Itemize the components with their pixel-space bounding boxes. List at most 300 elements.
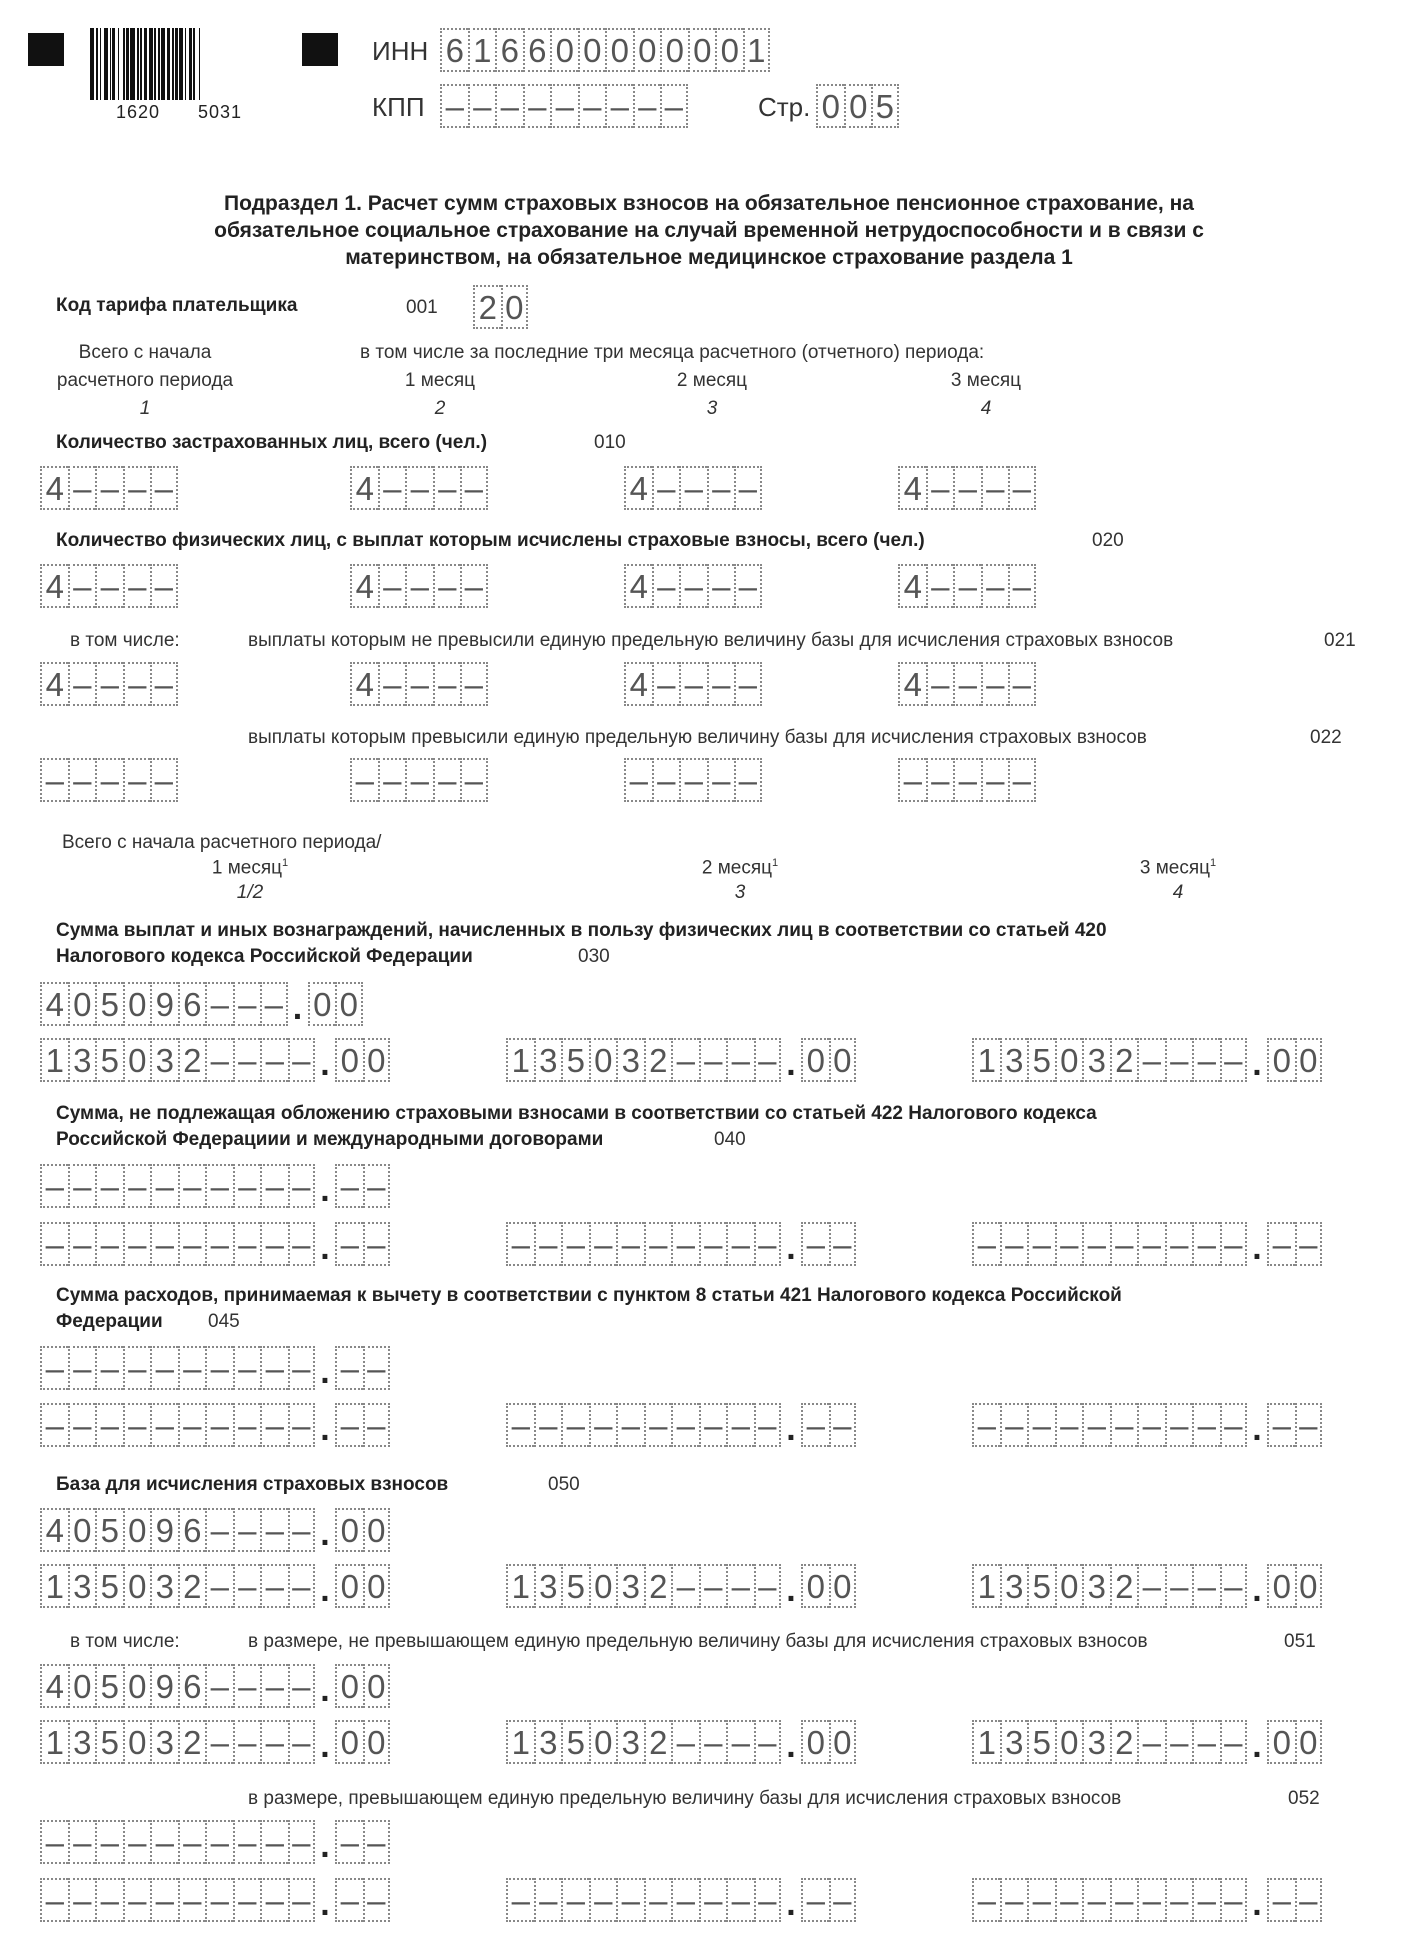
barcode-bar (200, 28, 203, 100)
line-045-total-field-integer-cell: – (150, 1346, 178, 1390)
line-050-month-2-field-integer-cell: – (754, 1564, 782, 1608)
line-030-month-2-field-integer-cell: – (726, 1038, 754, 1082)
line-050-month-1-field-fraction (335, 1564, 390, 1608)
line-045-total-field-integer-cell: – (95, 1346, 123, 1390)
line-021-month-2-field[interactable] (624, 662, 762, 706)
line-050-total-field-integer-cell: 0 (68, 1508, 96, 1552)
line-030-month-1-field-integer-cell: – (205, 1038, 233, 1082)
page-number-field[interactable] (816, 84, 899, 128)
line-030-month-3-field-fraction (1267, 1038, 1322, 1082)
line-021-month-3-field-cell: – (926, 662, 954, 706)
line-022-month-2-field[interactable] (624, 758, 762, 802)
line-045-month-2-field[interactable] (506, 1403, 856, 1447)
line-040-month-1-field-fraction (335, 1222, 390, 1266)
line-040-code: 040 (714, 1129, 746, 1150)
line-022-month-2-field-cell: – (679, 758, 707, 802)
line-050-total-field[interactable] (40, 1508, 390, 1552)
line-045-month-3-field-integer-cell: – (1110, 1403, 1138, 1447)
line-020-month-1-field-cell: – (460, 564, 488, 608)
inn-field-cell: 0 (578, 28, 606, 72)
line-050-month-3-field-integer-cell: – (1165, 1564, 1193, 1608)
line-030-month-2-field-integer (506, 1038, 781, 1082)
line-040-month-2-field-integer-cell: – (644, 1222, 672, 1266)
line-045-label-1: Сумма расходов, принимаемая к вычету в соответствии с пунктом 8 статьи 421 Налогового кодекса Российской (56, 1285, 1122, 1306)
inn-field[interactable] (440, 28, 770, 72)
inn-field-cell: 6 (523, 28, 551, 72)
line-030-total-field-integer-cell: – (233, 982, 261, 1026)
line-021-month-3-field-cell: – (953, 662, 981, 706)
line-052-month-2-field-integer-cell: – (506, 1878, 534, 1922)
line-030-total-field-integer-cell: 5 (95, 982, 123, 1026)
line-030-month-1-field-integer-cell: – (233, 1038, 261, 1082)
line-050-month-3-field-integer-cell: 0 (1055, 1564, 1083, 1608)
line-021-month-3-field-cell: – (1008, 662, 1036, 706)
line-021-total-field-cell: – (150, 662, 178, 706)
line-040-month-2-field-fraction (801, 1222, 856, 1266)
col2-month-3-number: 4 (1172, 882, 1184, 903)
page-number-field-cell: 0 (844, 84, 872, 128)
line-052-month-2-field-integer-cell: – (671, 1878, 699, 1922)
line-051-total-field-integer-cell: – (288, 1664, 316, 1708)
line-052-month-3-field-integer-cell: – (1192, 1878, 1220, 1922)
line-051-month-3-field-fraction (1267, 1720, 1322, 1764)
line-052-month-3-field-integer-cell: – (1082, 1878, 1110, 1922)
line-050-month-1-field-fraction-cell: 0 (363, 1564, 391, 1608)
line-051-month-3-field-integer-cell: – (1192, 1720, 1220, 1764)
section-title-line-3: материнством, на обязательное медицинское страхование раздела 1 (345, 246, 1073, 269)
line-040-month-3-field-integer-cell: – (1000, 1222, 1028, 1266)
col2-month-1 (150, 857, 350, 879)
line-052-month-3-field-integer (972, 1878, 1247, 1922)
line-021-month-3-field-cell: 4 (898, 662, 926, 706)
line-045-month-2-field-integer-cell: – (506, 1403, 534, 1447)
line-050-total-field-integer-cell: – (205, 1508, 233, 1552)
inn-field-cell: 6 (440, 28, 468, 72)
line-020-total-field[interactable] (40, 564, 178, 608)
line-052-month-2-field-integer (506, 1878, 781, 1922)
decimal-point: . (320, 1827, 330, 1865)
line-050-month-3-field-integer-cell: 5 (1027, 1564, 1055, 1608)
line-030-month-2-field-integer-cell: – (754, 1038, 782, 1082)
line-052-month-2-field-fraction (801, 1878, 856, 1922)
line-045-month-2-field-integer-cell: – (754, 1403, 782, 1447)
line-051-total-field-integer-cell: – (260, 1664, 288, 1708)
line-051-month-1-field-integer-cell: – (260, 1720, 288, 1764)
line-051-month-2-field-integer-cell: – (726, 1720, 754, 1764)
line-052-total-field-integer-cell: – (68, 1820, 96, 1864)
line-020-month-1-field-cell: – (378, 564, 406, 608)
line-040-total-field-integer (40, 1164, 315, 1208)
line-051-total-field[interactable] (40, 1664, 390, 1708)
line-051-month-2-field-integer (506, 1720, 781, 1764)
line-022-total-field-cell: – (123, 758, 151, 802)
line-010-month-3-field[interactable] (898, 466, 1036, 510)
decimal-point: . (1252, 1410, 1262, 1448)
col-month-3-number: 4 (980, 398, 992, 419)
col2-month-3-label: 3 месяц (1139, 857, 1211, 879)
line-020-total-field-cell: – (95, 564, 123, 608)
line-050-month-3-field-integer (972, 1564, 1247, 1608)
line-030-month-2-field-integer-cell: – (671, 1038, 699, 1082)
line-052-code: 052 (1288, 1788, 1320, 1809)
line-022-label: выплаты которым превысили единую предельную величину базы для исчисления страховых взносов (248, 727, 1147, 748)
line-050-total-field-fraction-cell: 0 (363, 1508, 391, 1552)
line-050-month-3-field[interactable] (972, 1564, 1322, 1608)
line-030-month-2-field-integer-cell: 5 (561, 1038, 589, 1082)
line-030-month-2-field-integer-cell: 2 (644, 1038, 672, 1082)
line-040-total-field-integer-cell: – (288, 1164, 316, 1208)
line-051-month-2-field[interactable] (506, 1720, 856, 1764)
line-040-month-1-field-integer-cell: – (40, 1222, 68, 1266)
line-045-total-field-integer-cell: – (233, 1346, 261, 1390)
kpp-field-cell: – (495, 84, 523, 128)
line-050-month-2-field-integer-cell: 5 (561, 1564, 589, 1608)
line-010-month-3-field-cell: – (981, 466, 1009, 510)
line-020-month-2-field-cell: – (734, 564, 762, 608)
barcode-number-right: 5031 (198, 102, 243, 122)
inn-field-cell: 0 (605, 28, 633, 72)
line-045-month-3-field[interactable] (972, 1403, 1322, 1447)
line-045-month-1-field[interactable] (40, 1403, 390, 1447)
decimal-point: . (786, 1727, 796, 1765)
line-040-total-field-integer-cell: – (150, 1164, 178, 1208)
line-030-month-3-field-fraction-cell: 0 (1267, 1038, 1295, 1082)
line-022-total-field-cell: – (150, 758, 178, 802)
line-040-month-1-field-fraction-cell: – (363, 1222, 391, 1266)
line-040-month-1-field-integer-cell: – (178, 1222, 206, 1266)
line-020-code: 020 (1092, 530, 1124, 551)
line-050-month-1-field-integer-cell: 2 (178, 1564, 206, 1608)
line-022-total-field-cell: – (95, 758, 123, 802)
kpp-field-cell: – (523, 84, 551, 128)
line-045-month-2-field-integer-cell: – (561, 1403, 589, 1447)
line-030-month-3-field-integer-cell: – (1137, 1038, 1165, 1082)
line-050-month-3-field-integer-cell: 1 (972, 1564, 1000, 1608)
line-052-month-1-field-fraction-cell: – (335, 1878, 363, 1922)
line-052-month-1-field-fraction-cell: – (363, 1878, 391, 1922)
line-052-total-field-integer-cell: – (95, 1820, 123, 1864)
line-030-month-2-field[interactable] (506, 1038, 856, 1082)
line-030-month-2-field-fraction-cell: 0 (801, 1038, 829, 1082)
line-051-month-2-field-integer-cell: 0 (589, 1720, 617, 1764)
page-number-field-cell: 5 (871, 84, 899, 128)
decimal-point: . (320, 1671, 330, 1709)
line-021-month-1-field[interactable] (350, 662, 488, 706)
line-010-month-2-field[interactable] (624, 466, 762, 510)
line-040-month-1-field-integer (40, 1222, 315, 1266)
kpp-field[interactable] (440, 84, 688, 128)
line-050-month-2-field-integer (506, 1564, 781, 1608)
line-030-month-3-field[interactable] (972, 1038, 1322, 1082)
line-020-month-3-field[interactable] (898, 564, 1036, 608)
line-050-month-1-field-integer-cell: 0 (123, 1564, 151, 1608)
line-050-month-3-field-integer-cell: 3 (1000, 1564, 1028, 1608)
line-021-month-3-field[interactable] (898, 662, 1036, 706)
line-052-total-field-integer-cell: – (260, 1820, 288, 1864)
line-050-month-3-field-fraction (1267, 1564, 1322, 1608)
line-045-total-field-integer-cell: – (205, 1346, 233, 1390)
line-050-month-3-field-fraction-cell: 0 (1267, 1564, 1295, 1608)
line-020-month-3-field-cell: – (1008, 564, 1036, 608)
line-052-total-field-fraction-cell: – (335, 1820, 363, 1864)
line-052-total-field[interactable] (40, 1820, 390, 1864)
line-020-month-1-field-cell: – (433, 564, 461, 608)
line-040-total-field-fraction (335, 1164, 390, 1208)
line-030-month-1-field-fraction (335, 1038, 390, 1082)
line-020-month-2-field[interactable] (624, 564, 762, 608)
line-021-total-field[interactable] (40, 662, 178, 706)
decimal-point: . (320, 1045, 330, 1083)
kpp-field-cell: – (550, 84, 578, 128)
line-040-total-field-fraction-cell: – (335, 1164, 363, 1208)
line-051-total-field-integer-cell: 0 (123, 1664, 151, 1708)
line-030-label-1: Сумма выплат и иных вознаграждений, начисленных в пользу физических лиц в соответствии со статьей 420 (56, 920, 1107, 941)
line-030-month-3-field-integer (972, 1038, 1247, 1082)
line-052-label: в размере, превышающем единую предельную величину базы для исчисления страховых взносов (248, 1788, 1122, 1809)
line-040-month-2-field-integer-cell: – (671, 1222, 699, 1266)
line-051-total-field-integer-cell: 0 (68, 1664, 96, 1708)
line-052-month-2-field-integer-cell: – (644, 1878, 672, 1922)
line-022-month-3-field-cell: – (926, 758, 954, 802)
line-050-total-field-fraction (335, 1508, 390, 1552)
line-022-total-field[interactable] (40, 758, 178, 802)
line-040-label-1: Сумма, не подлежащая обложению страховыми взносами в соответствии со статьей 422 Налогового кодекса (56, 1103, 1097, 1124)
line-040-total-field-integer-cell: – (233, 1164, 261, 1208)
line-010-code: 010 (594, 432, 626, 453)
col-month-3: 3 месяц (950, 370, 1022, 391)
line-050-month-1-field[interactable] (40, 1564, 390, 1608)
line-045-month-3-field-integer-cell: – (1055, 1403, 1083, 1447)
tariff-field-cell: 0 (501, 285, 529, 329)
line-040-month-1-field-fraction-cell: – (335, 1222, 363, 1266)
line-052-month-2-field[interactable] (506, 1878, 856, 1922)
line-050-month-2-field-integer-cell: – (726, 1564, 754, 1608)
col2-month-2-label: 2 месяц (701, 857, 773, 879)
line-020-month-3-field-cell: – (953, 564, 981, 608)
tariff-field-cell: 2 (473, 285, 501, 329)
line-022-month-1-field-cell: – (378, 758, 406, 802)
line-050-month-1-field-fraction-cell: 0 (335, 1564, 363, 1608)
line-051-label: в размере, не превышающем единую предельную величину базы для исчисления страховых взносов (248, 1631, 1148, 1652)
line-045-month-2-field-integer-cell: – (616, 1403, 644, 1447)
line-045-total-field[interactable] (40, 1346, 390, 1390)
line-052-month-1-field-integer-cell: – (205, 1878, 233, 1922)
line-051-month-3-field-integer-cell: 5 (1027, 1720, 1055, 1764)
line-050-total-field-integer-cell: 6 (178, 1508, 206, 1552)
barcode (90, 28, 203, 100)
line-040-total-field-integer-cell: – (178, 1164, 206, 1208)
decimal-point: . (320, 1229, 330, 1267)
line-010-total-field-cell: – (123, 466, 151, 510)
line-030-month-3-field-fraction-cell: 0 (1295, 1038, 1323, 1082)
line-040-month-1-field[interactable] (40, 1222, 390, 1266)
line-022-month-2-field-cell: – (707, 758, 735, 802)
line-030-label-2: Налогового кодекса Российской Федерации (56, 946, 473, 967)
col2-total-label: Всего с начала расчетного периода/ (62, 832, 382, 853)
line-050-month-1-field-integer-cell: – (288, 1564, 316, 1608)
line-051-month-3-field[interactable] (972, 1720, 1322, 1764)
line-052-total-field-fraction-cell: – (363, 1820, 391, 1864)
line-045-total-field-integer-cell: – (123, 1346, 151, 1390)
line-052-total-field-integer-cell: – (178, 1820, 206, 1864)
line-040-month-3-field-integer-cell: – (1220, 1222, 1248, 1266)
line-052-total-field-integer-cell: – (288, 1820, 316, 1864)
line-050-total-field-fraction-cell: 0 (335, 1508, 363, 1552)
line-045-month-1-field-integer-cell: – (205, 1403, 233, 1447)
kpp-field-cell: – (440, 84, 468, 128)
line-052-month-3-field-fraction-cell: – (1267, 1878, 1295, 1922)
col2-month-3 (1078, 857, 1278, 879)
line-051-month-1-field-integer (40, 1720, 315, 1764)
line-020-month-1-field-cell: – (405, 564, 433, 608)
line-050-month-3-field-integer-cell: – (1137, 1564, 1165, 1608)
line-022-month-3-field-cell: – (898, 758, 926, 802)
line-040-total-field-integer-cell: – (205, 1164, 233, 1208)
line-010-month-3-field-cell: – (953, 466, 981, 510)
line-030-month-1-field-integer-cell: 1 (40, 1038, 68, 1082)
line-051-month-1-field-integer-cell: 1 (40, 1720, 68, 1764)
line-052-total-field-integer (40, 1820, 315, 1864)
line-040-total-field-integer-cell: – (68, 1164, 96, 1208)
line-045-month-1-field-fraction (335, 1403, 390, 1447)
line-030-month-1-field-integer-cell: 2 (178, 1038, 206, 1082)
inn-field-cell: 0 (550, 28, 578, 72)
line-020-month-2-field-cell: – (679, 564, 707, 608)
line-010-month-1-field[interactable] (350, 466, 488, 510)
line-010-month-2-field-cell: – (707, 466, 735, 510)
tariff-field[interactable] (473, 285, 528, 329)
line-010-month-2-field-cell: – (734, 466, 762, 510)
line-040-month-3-field-integer-cell: – (1192, 1222, 1220, 1266)
line-030-month-1-field-fraction-cell: 0 (363, 1038, 391, 1082)
line-052-month-3-field[interactable] (972, 1878, 1322, 1922)
line-045-month-1-field-integer-cell: – (150, 1403, 178, 1447)
line-040-month-3-field-integer-cell: – (972, 1222, 1000, 1266)
line-030-total-field-integer-cell: – (260, 982, 288, 1026)
line-051-month-3-field-integer-cell: – (1165, 1720, 1193, 1764)
line-052-total-field-integer-cell: – (233, 1820, 261, 1864)
line-021-month-2-field-cell: – (707, 662, 735, 706)
col2-month-1-footnote: 1 (282, 857, 289, 869)
line-045-month-2-field-fraction (801, 1403, 856, 1447)
line-040-month-3-field[interactable] (972, 1222, 1322, 1266)
line-045-month-1-field-integer-cell: – (68, 1403, 96, 1447)
line-020-month-1-field[interactable] (350, 564, 488, 608)
line-010-total-field[interactable] (40, 466, 178, 510)
line-050-month-1-field-integer-cell: – (205, 1564, 233, 1608)
tariff-code: 001 (406, 297, 438, 318)
decimal-point: . (786, 1885, 796, 1923)
line-030-month-1-field[interactable] (40, 1038, 390, 1082)
line-051-total-field-integer-cell: 4 (40, 1664, 68, 1708)
line-020-month-2-field-cell: – (707, 564, 735, 608)
line-052-month-2-field-integer-cell: – (726, 1878, 754, 1922)
line-045-month-3-field-integer-cell: – (1082, 1403, 1110, 1447)
line-052-month-1-field-fraction (335, 1878, 390, 1922)
line-040-month-3-field-fraction-cell: – (1295, 1222, 1323, 1266)
line-021-month-2-field-cell: 4 (624, 662, 652, 706)
line-021-month-1-field-cell: 4 (350, 662, 378, 706)
line-010-month-1-field-cell: – (405, 466, 433, 510)
line-040-month-3-field-integer-cell: – (1027, 1222, 1055, 1266)
line-050-month-2-field-integer-cell: – (699, 1564, 727, 1608)
decimal-point: . (1252, 1885, 1262, 1923)
line-050-total-field-integer-cell: 0 (123, 1508, 151, 1552)
line-030-total-field-fraction (308, 982, 363, 1026)
line-051-month-2-field-integer-cell: 5 (561, 1720, 589, 1764)
line-045-total-field-integer-cell: – (68, 1346, 96, 1390)
kpp-label: КПП (372, 92, 425, 122)
line-030-total-field[interactable] (40, 982, 363, 1026)
line-050-month-3-field-integer-cell: 3 (1082, 1564, 1110, 1608)
line-045-month-1-field-integer-cell: – (288, 1403, 316, 1447)
line-051-month-3-field-integer-cell: 3 (1000, 1720, 1028, 1764)
line-040-month-2-field[interactable] (506, 1222, 856, 1266)
line-051-month-1-field[interactable] (40, 1720, 390, 1764)
line-010-month-2-field-cell: 4 (624, 466, 652, 510)
line-010-month-3-field-cell: – (1008, 466, 1036, 510)
decimal-point: . (320, 1515, 330, 1553)
line-040-month-1-field-integer-cell: – (150, 1222, 178, 1266)
line-040-month-3-field-integer-cell: – (1082, 1222, 1110, 1266)
line-022-total-field-cell: – (68, 758, 96, 802)
line-052-month-1-field-integer-cell: – (95, 1878, 123, 1922)
line-020-total-field-cell: 4 (40, 564, 68, 608)
line-030-month-3-field-integer-cell: 0 (1055, 1038, 1083, 1082)
line-051-month-2-field-fraction-cell: 0 (801, 1720, 829, 1764)
line-051-total-field-integer-cell: – (233, 1664, 261, 1708)
line-030-month-1-field-integer-cell: – (260, 1038, 288, 1082)
line-030-total-field-integer-cell: 0 (123, 982, 151, 1026)
line-051-total-field-fraction-cell: 0 (335, 1664, 363, 1708)
decimal-point: . (1252, 1229, 1262, 1267)
line-045-month-1-field-fraction-cell: – (363, 1403, 391, 1447)
corner-marker-right (302, 33, 338, 66)
line-051-month-2-field-integer-cell: – (671, 1720, 699, 1764)
line-050-month-1-field-integer (40, 1564, 315, 1608)
inn-field-cell: 0 (715, 28, 743, 72)
line-022-month-3-field-cell: – (981, 758, 1009, 802)
line-050-month-2-field-integer-cell: 3 (616, 1564, 644, 1608)
line-021-month-3-field-cell: – (981, 662, 1009, 706)
corner-marker-left (28, 33, 64, 66)
line-052-month-1-field-integer-cell: – (123, 1878, 151, 1922)
line-052-month-1-field[interactable] (40, 1878, 390, 1922)
line-040-month-1-field-integer-cell: – (233, 1222, 261, 1266)
line-052-month-2-field-fraction-cell: – (801, 1878, 829, 1922)
line-051-month-2-field-integer-cell: 1 (506, 1720, 534, 1764)
line-030-month-2-field-integer-cell: 1 (506, 1038, 534, 1082)
col2-month-2 (640, 857, 840, 879)
line-040-total-field[interactable] (40, 1164, 390, 1208)
line-045-code: 045 (208, 1311, 240, 1332)
line-040-total-field-fraction-cell: – (363, 1164, 391, 1208)
line-022-month-1-field-cell: – (433, 758, 461, 802)
line-010-total-field-cell: – (68, 466, 96, 510)
line-045-month-1-field-integer (40, 1403, 315, 1447)
line-052-month-3-field-integer-cell: – (1000, 1878, 1028, 1922)
kpp-field-cell: – (633, 84, 661, 128)
line-052-month-1-field-integer-cell: – (260, 1878, 288, 1922)
line-030-month-1-field-integer-cell: 3 (68, 1038, 96, 1082)
line-022-month-3-field[interactable] (898, 758, 1036, 802)
line-045-month-3-field-integer-cell: – (1165, 1403, 1193, 1447)
line-040-month-3-field-integer (972, 1222, 1247, 1266)
line-050-month-2-field[interactable] (506, 1564, 856, 1608)
line-022-month-1-field[interactable] (350, 758, 488, 802)
line-022-month-1-field-cell: – (460, 758, 488, 802)
line-040-month-1-field-integer-cell: – (288, 1222, 316, 1266)
